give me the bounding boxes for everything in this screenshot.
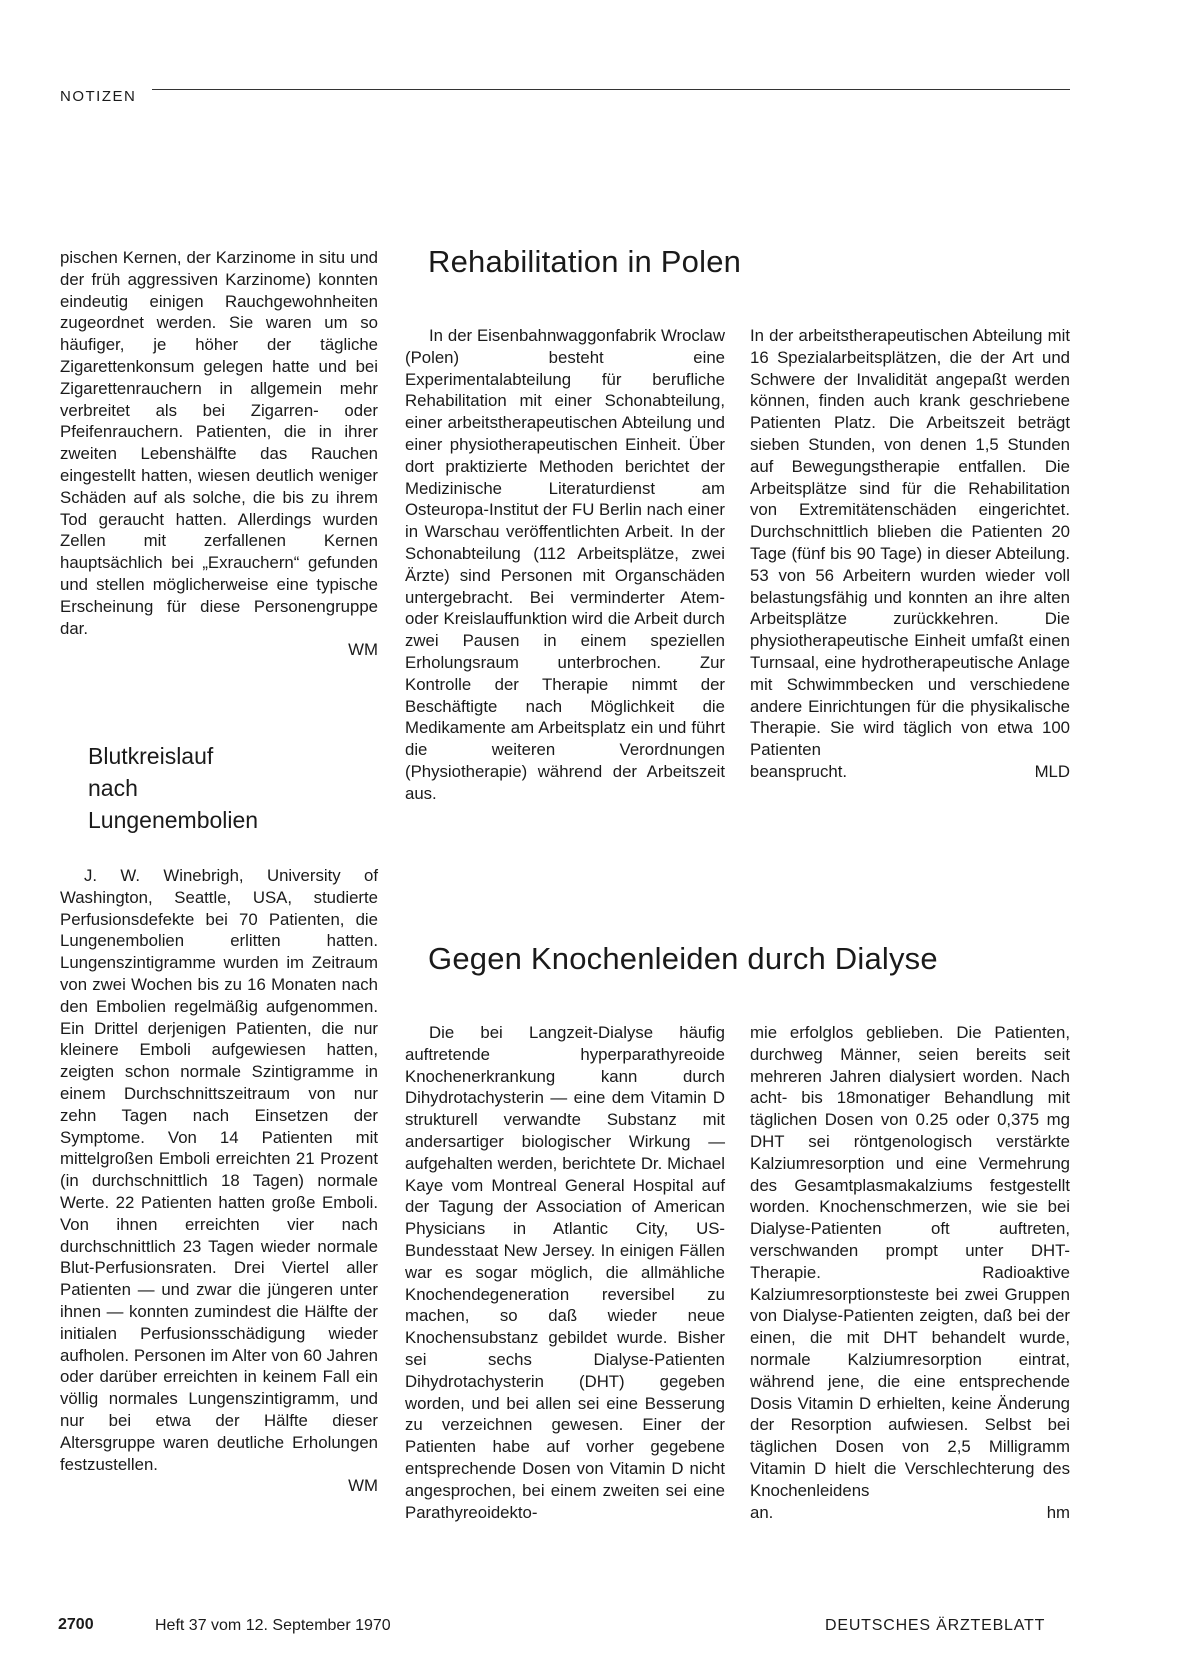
polen-text-1: In der Eisenbahnwaggonfabrik Wroclaw (Polen) besteht eine Experimentalabteilung für berufliche Rehabilitation mit einer Schonabteilung, einer arbeitstherapeutischen Abteilung und einer physiotherapeutischen Einheit. Über dort praktizierte Methoden berichtet der Medizinische Literaturdienst am Osteuropa-Institut der FU Berlin nach einer in Warschau veröffentlichten Arbeit. In der Schonabteilung (112 Arbeitsplätze, zwei Ärzte) sind Personen mit Organschäden untergebracht. Bei verminderter Atem- oder Kreislauffunktion wird die Arbeit durch zwei Pausen in einem speziellen Erholungsraum unterbrochen. Zur Kontrolle der Therapie nimmt der Beschäftigte nach Möglichkeit die Medikamente am Arbeitsplatz ein und führt die weiteren Verordnungen (Physiotherapie) während der Arbeitszeit aus. [405,326,725,803]
dialyse-last-word: an. [750,1502,774,1522]
article-polen-column-1 [405,325,725,805]
article-polen-column-2 [750,325,1070,783]
dialyse-signature-line [750,1502,1070,1524]
title-line: nach [88,775,138,801]
header-rule [152,89,1070,90]
continuation-text: pischen Kernen, der Karzinome in situ und der früh aggressiven Karzinome) konnten eindeutig einigen Rauchgewohnheiten zugeordnet werden. Sie waren um so häufiger, je höher der tägliche Zigarettenkonsum gelegen hatte und bei Zigarettenrauchern in allgemein mehr verbreitet als bei Zigarren- oder Pfeifenrauchern. Patienten, die in ihrer zweiten Lebenshälfte das Rauchen eingestellt hatten, wiesen deutlich weniger Schäden auf als solche, die bis zu ihrem Tod geraucht hatten. Allerdings wurden Zellen mit zerfallenen Kernen hauptsächlich bei „Exrauchern“ gefunden und stellen möglicherweise eine typische Erscheinung für diese Personengruppe dar. [60,248,378,638]
article-dialyse-column-1 [405,1022,725,1523]
article-dialyse-title: Gegen Knochenleiden durch Dialyse [428,941,938,976]
section-label: NOTIZEN [60,88,137,105]
continuation-signature-line [60,639,378,661]
blutkreislauf-signature-line [60,1475,378,1497]
polen-signature-line [750,761,1070,783]
column-continuation [60,247,378,661]
journal-name: DEUTSCHES ÄRZTEBLATT [825,1617,1046,1634]
title-line: Lungenembolien [88,807,259,833]
continuation-signature: WM [348,640,378,660]
article-blutkreislauf-body [60,865,378,1497]
dialyse-signature: hm [1046,1502,1070,1522]
polen-last-word: beansprucht. [750,761,848,781]
issue-info: Heft 37 vom 12. September 1970 [155,1617,391,1634]
article-dialyse-column-2 [750,1022,1070,1523]
dialyse-text-2: mie erfolglos geblieben. Die Patienten, durchweg Männer, seien bereits seit mehreren Jahren dialysiert worden. Nach acht- bis 18monatiger Behandlung mit täglichen Dosen von 0.25 oder 0,375 mg DHT sei röntgenologisch verstärkte Kalziumresorption und eine Vermehrung des Gesamtplasmakalziums festgestellt worden. Knochenschmerzen, wie sie bei Dialyse-Patienten oft auftreten, verschwanden prompt unter DHT-Therapie. Radioaktive Kalziumresorptionsteste bei zwei Gruppen von Dialyse-Patienten zeigten, daß bei der einen, die mit DHT behandelt wurde, normale Kalziumresorption eintrat, während jene, die eine entsprechende Dosis Vitamin D erhielten, keine Änderung der Resorption aufwiesen. Selbst bei täglichen Dosen von 2,5 Milligramm Vitamin D hielt die Verschlechterung des Knochenleidens [750,1023,1070,1500]
blutkreislauf-signature: WM [348,1476,378,1496]
blutkreislauf-text: J. W. Winebrigh, University of Washington, Seattle, USA, studierte Perfusionsdefekte bei 70 Patienten, die Lungenembolien erlitten hatten. Lungenszintigramme wurden im Zeitraum von zwei Wochen bis zu 16 Monaten nach den Embolien regelmäßig aufgenommen. Ein Drittel derjenigen Patienten, die nur kleinere Emboli aufgewiesen hatten, zeigten schon normale Szintigramme in einem Durchschnittszeitraum von nur zehn Tagen nach Einsetzen der Symptome. Von 14 Patienten mit mittelgroßen Emboli erreichten 21 Prozent (in durchschnittlich 18 Tagen) normale Werte. 22 Patienten hatten große Emboli. Von ihnen erreichten vier nach durchschnittlich 23 Tagen wieder normale Blut-Perfusionsraten. Drei Viertel aller Patienten — und zwar die jüngeren unter ihnen — konnten zumindest die Hälfte der initialen Perfusionsschädigung wieder aufholen. Personen im Alter von 60 Jahren oder darüber erreichten in keinem Fall ein völlig normales Lungenszintigramm, und nur bei etwa der Hälfte dieser Altersgruppe waren deutliche Erholungen festzustellen. [60,866,378,1474]
polen-text-2: In der arbeitstherapeutischen Abteilung mit 16 Spezialarbeitsplätzen, die der Art und Schwere der Invalidität angepaßt werden können, finden auch krank geschriebene Patienten Platz. Die Arbeitszeit beträgt sieben Stunden, von denen 1,5 Stunden auf Bewegungstherapie entfallen. Die Arbeitsplätze sind für die Rehabilitation von Extremitätenschäden eingerichtet. Durchschnittlich blieben die Patienten 20 Tage (fünf bis 90 Tage) in dieser Abteilung. 53 von 56 Arbeitern wurden wieder voll belastungsfähig und konnten an ihre alten Arbeitsplätze zurückkehren. Die physiotherapeutische Einheit umfaßt einen Turnsaal, eine hydrotherapeutische Anlage mit Schwimmbecken und verschiedene andere Einrichtungen für die physikalische Therapie. Sie wird täglich von etwa 100 Patienten [750,326,1070,760]
article-polen-title: Rehabilitation in Polen [428,244,742,279]
page-number: 2700 [58,1616,94,1633]
dialyse-text-1: Die bei Langzeit-Dialyse häufig auftretende hyperparathyreoide Knochenerkrankung kann durch Dihydrotachysterin — eine dem Vitamin D strukturell verwandte Substanz mit andersartiger biologischer Wirkung — aufgehalten werden, berichtete Dr. Michael Kaye vom Montreal General Hospital auf der Tagung der Association of American Physicians in Atlantic City, US-Bundesstaat New Jersey. In einigen Fällen war es sogar möglich, die allmähliche Knochendegeneration reversibel zu machen, so daß wieder neue Knochensubstanz gebildet wurde. Bisher sei sechs Dialyse-Patienten Dihydrotachysterin (DHT) gegeben worden, und bei allen sei eine Besserung zu verzeichnen gewesen. Einer der Patienten habe auf vorher gegebene entsprechende Dosen von Vitamin D nicht angesprochen, bei einem zweiten sei eine Parathyreoidekto- [405,1023,725,1522]
title-line: Blutkreislauf [88,743,214,769]
polen-signature: MLD [1034,761,1070,781]
article-blutkreislauf-title [88,740,348,836]
